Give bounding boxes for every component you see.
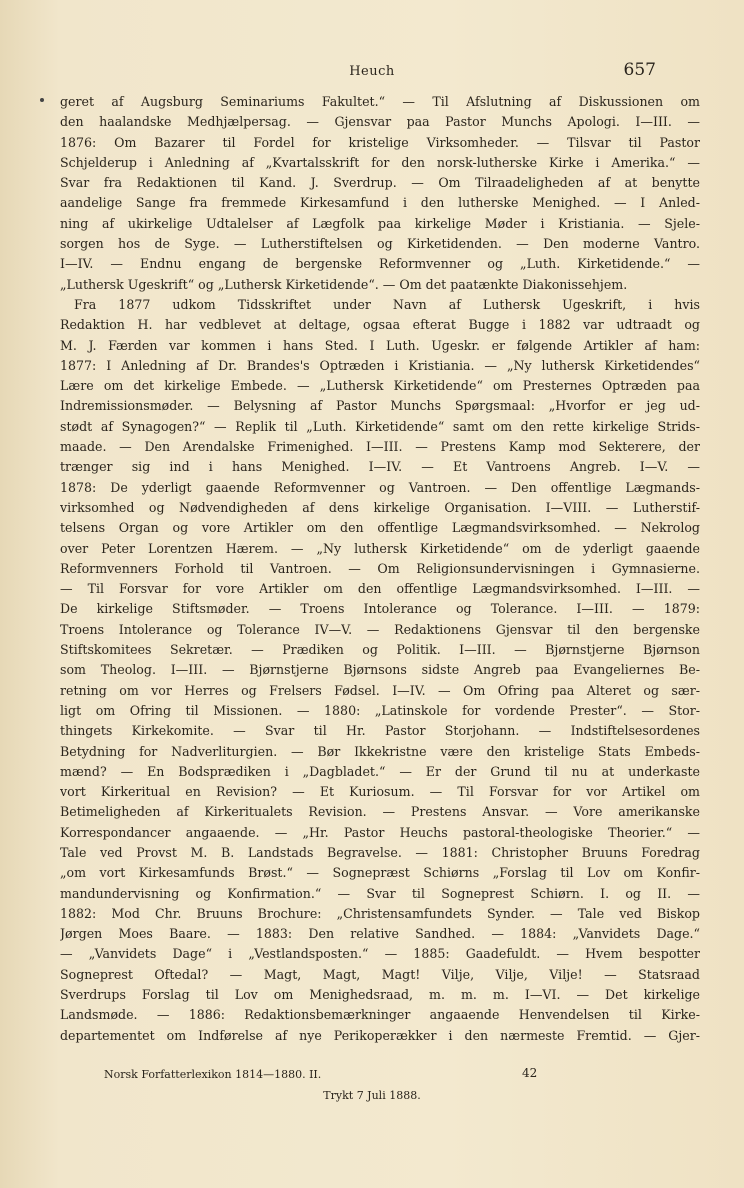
text-line: M. J. Færden var kommen i hans Sted. I Luth. Ugeskr. er følgende Artikler af ham: [60, 337, 700, 353]
text-line: „om vort Kirkesamfunds Brøst.“ — Sognepræst Schiørns „Forslag til Lov om Konfir- [60, 865, 700, 881]
text-line: maade. — Den Arendalske Frimenighed. I—III. — Prestens Kamp mod Sekterere, der [60, 439, 700, 455]
text-line: Sverdrups Forslag til Lov om Menighedsraad, m. m. m. I—VI. — Det kirkelige [60, 987, 700, 1003]
text-line: Stiftskomitees Sekretær. — Prædiken og Politik. I—III. — Bjørnstjerne Bjørnson [60, 642, 700, 658]
text-line: stødt af Synagogen?“ — Replik til „Luth. Kirketidende“ samt om den rette kirkelige Strids- [60, 418, 700, 434]
text-line: Svar fra Redaktionen til Kand. J. Sverdrup. — Om Tilraadeligheden af at benytte [60, 175, 700, 191]
footer-sheet-number: 42 [522, 1066, 538, 1080]
text-line: — Til Forsvar for vore Artikler om den offentlige Lægmandsvirksomhed. I—III. — [60, 581, 700, 597]
text-line: Lære om det kirkelige Embede. — „Luthersk Kirketidende“ om Presternes Optræden paa [60, 378, 700, 394]
text-line: aandelige Sange fra fremmede Kirkesamfund i den lutherske Menighed. — I Anled- [60, 195, 700, 211]
text-line: den haalandske Medhjælpersag. — Gjensvar paa Pastor Munchs Apologi. I—III. — [60, 114, 700, 130]
text-line: „Luthersk Ugeskrift“ og „Luthersk Kirketidende“. — Om det paatænkte Diakonissehjem. [60, 276, 628, 292]
text-line: I—IV. — Endnu engang de bergenske Reformvenner og „Luth. Kirketidende.“ — [60, 256, 700, 272]
text-line: sorgen hos de Syge. — Lutherstiftelsen og Kirketidenden. — Den moderne Vantro. [60, 236, 700, 252]
text-line: departementet om Indførelse af nye Perikoperækker i den nærmeste Fremtid. — Gjer- [60, 1027, 700, 1043]
text-line: Reformvenners Forhold til Vantroen. — Om Religionsundervisningen i Gymnasierne. [60, 560, 700, 576]
text-line: 1876: Om Bazarer til Fordel for kristelige Virksomheder. — Tilsvar til Pastor [60, 134, 700, 150]
text-line: Betydning for Nadverliturgien. — Bør Ikkekristne være den kristelige Stats Embeds- [60, 743, 700, 759]
text-line: Redaktion H. har vedblevet at deltage, ogsaa efterat Bugge i 1882 var udtraadt og [60, 317, 700, 333]
text-line: mandundervisning og Konfirmation.“ — Svar til Sogneprest Schiørn. I. og II. — [60, 885, 700, 901]
text-line: thingets Kirkekomite. — Svar til Hr. Pastor Storjohann. — Indstiftelsesordenes [60, 723, 700, 739]
text-line: trænger sig ind i hans Menighed. I—IV. — Et Vantroens Angreb. I—V. — [60, 459, 700, 475]
text-line: De kirkelige Stiftsmøder. — Troens Intolerance og Tolerance. I—III. — 1879: [60, 601, 700, 617]
text-line: telsens Organ og vore Artikler om den offentlige Lægmandsvirksomhed. — Nekrolog [60, 520, 700, 536]
text-line: 1878: De yderligt gaaende Reformvenner og Vantroen. — Den offentlige Lægmands- [60, 479, 700, 495]
text-line: over Peter Lorentzen Hærem. — „Ny luthersk Kirketidende“ om de yderligt gaaende [60, 540, 700, 556]
text-line: — „Vanvidets Dage“ i „Vestlandsposten.“ — 1885: Gaadefuldt. — Hvem bespotter [60, 946, 700, 962]
text-line: Korrespondancer angaaende. — „Hr. Pastor Heuchs pastoral-theologiske Theorier.“ — [60, 824, 700, 840]
text-line: virksomhed og Nødvendigheden af dens kirkelige Organisation. I—VIII. — Lutherstif- [60, 499, 700, 515]
text-line: som Theolog. I—III. — Bjørnstjerne Bjørnsons sidste Angreb paa Evangeliernes Be- [60, 662, 700, 678]
text-line: Tale ved Provst M. B. Landstads Begravelse. — 1881: Christopher Bruuns Foredrag [60, 844, 700, 860]
text-line: 1882: Mod Chr. Bruuns Brochure: „Christensamfundets Synder. — Tale ved Biskop [60, 905, 700, 921]
running-header: Heuch [349, 64, 395, 79]
text-line: Schjelderup i Anledning af „Kvartalsskrift for den norsk-lutherske Kirke i Amerika.“ — [60, 154, 700, 170]
text-line: vort Kirkeritual en Revision? — Et Kuriosum. — Til Forsvar for vor Artikel om [60, 784, 700, 800]
text-line: Landsmøde. — 1886: Redaktionsbemærkninger angaaende Henvendelsen til Kirke- [60, 1007, 700, 1023]
text-line: Jørgen Moes Baare. — 1883: Den relative Sandhed. — 1884: „Vanvidets Dage.“ [60, 926, 700, 942]
text-line: Troens Intolerance og Tolerance IV—V. — Redaktionens Gjensvar til den bergenske [60, 621, 700, 637]
text-line: geret af Augsburg Seminariums Fakultet.“ — Til Afslutning af Diskussionen om [60, 94, 700, 109]
page-number: 657 [623, 60, 656, 80]
text-line: mænd? — En Bodsprædiken i „Dagbladet.“ — Er der Grund til nu at underkaste [60, 763, 700, 779]
text-line: ligt om Ofring til Missionen. — 1880: „Latinskole for vordende Prester“. — Stor- [60, 702, 700, 718]
text-line: 1877: I Anledning af Dr. Brandes's Optræden i Kristiania. — „Ny luthersk Kirketidendes“ [60, 357, 700, 373]
text-line: retning om vor Herres og Frelsers Fødsel. I—IV. — Om Ofring paa Alteret og sær- [60, 682, 700, 698]
body-text [60, 92, 700, 1046]
margin-mark [40, 98, 44, 102]
text-line: Betimeligheden af Kirkeritualets Revision. — Prestens Ansvar. — Vore amerikanske [60, 804, 700, 820]
footer-series: Norsk Forfatterlexikon 1814—1880. II. [104, 1068, 322, 1081]
text-line: Fra 1877 udkom Tidsskriftet under Navn af Luthersk Ugeskrift, i hvis [74, 296, 700, 312]
text-line: Sogneprest Oftedal? — Magt, Magt, Magt! Vilje, Vilje, Vilje! — Statsraad [60, 966, 700, 982]
footer-printed-date: Trykt 7 Juli 1888. [323, 1089, 421, 1102]
text-line: Indremissionsmøder. — Belysning af Pastor Munchs Spørgsmaal: „Hvorfor er jeg ud- [60, 398, 700, 414]
text-line: ning af ukirkelige Udtalelser af Lægfolk paa kirkelige Møder i Kristiania. — Sjele- [60, 215, 700, 231]
